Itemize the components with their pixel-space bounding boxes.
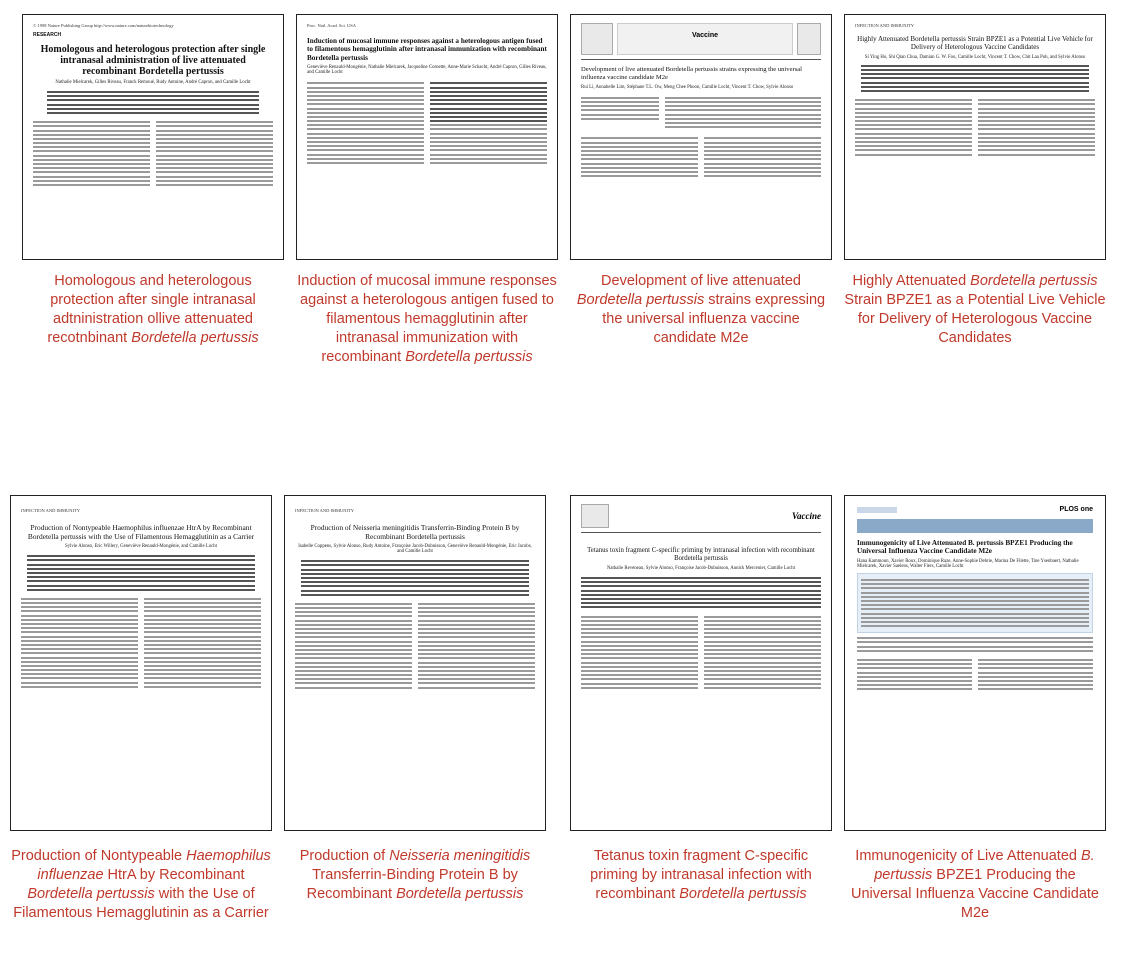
publication-thumbnail[interactable] bbox=[284, 495, 546, 831]
publication-thumbnail[interactable] bbox=[10, 495, 272, 831]
publication-caption[interactable]: Homologous and heterologous protection after single intranasal adtninistration ollive attenuated recotnbinant Bordetella pertussis bbox=[47, 273, 259, 346]
publication-thumbnail[interactable] bbox=[570, 495, 832, 831]
page-authors: Sylvie Alonso, Eric Willery, Geneviève Renauld-Mongénie, and Camille Locht bbox=[65, 544, 217, 550]
page-header: Proc. Natl. Acad. Sci. USA bbox=[307, 23, 356, 28]
publication-caption[interactable]: Development of live attenuated Bordetella pertussis strains expressing the universal influenza vaccine candidate M2e bbox=[576, 273, 826, 346]
page-title: Immunogenicity of Live Attenuated B. pertussis BPZE1 Producing the Universal Influenza Vaccine Candidate M2e bbox=[857, 539, 1073, 556]
page-title: Production of Nontypeable Haemophilus influenzae HtrA by Recombinant Bordetella pertussis with the Use of Filamentous Hemagglutinin as a Carrier bbox=[27, 523, 255, 541]
page-authors: Nathalie Mielcarek, Gilles Riveau, Franck Remoué, Rudy Antoine, André Capron, and Camille Locht bbox=[55, 80, 251, 85]
open-access-icon bbox=[857, 507, 897, 513]
page-authors: Isabelle Coppens, Sylvie Alonso, Rudy Antoine, Françoise Jacob-Dubuisson, Geneviève Renauld-Mongénie, Eric Jacobs, and Camille Locht bbox=[298, 544, 532, 555]
page-authors: Hana Kammoun, Xavier Roux, Dominique Raze, Anne-Sophie Debrie, Marina De Filette, Tine Ysenbaert, Nathalie Mielcarek, Xavier Saelens, Walter Fiers, Camille Locht bbox=[857, 558, 1079, 569]
elsevier-logo-icon bbox=[581, 504, 609, 528]
page-title: Induction of mucosal immune responses against a heterologous antigen fused to filamentous hemagglutinin after intranasal immunization with recombinant Bordetella pertussis bbox=[307, 37, 547, 62]
publication-caption[interactable]: Immunogenicity of Live Attenuated B. pertussis BPZE1 Producing the Universal Influenza Vaccine Candidate M2e bbox=[851, 848, 1099, 921]
page-authors: Nathalie Reveneau, Sylvie Alonso, Françoise Jacob-Dubuisson, Annick Mercenier, Camille Locht bbox=[606, 566, 796, 571]
page-authors: Geneviève Renauld-Mongénie, Nathalie Mielcarek, Jacqueline Cornette, Anne-Marie Schacht, André Capron, Gilles Riveau, and Camille Locht bbox=[307, 65, 547, 76]
page-header: © 1998 Nature Publishing Group http://www.nature.com/naturebiotechnology bbox=[33, 23, 174, 28]
page-title: Tetanus toxin fragment C-specific priming by intranasal infection with recombinant Bordetella pertussis bbox=[587, 547, 815, 562]
page-title: Highly Attenuated Bordetella pertussis Strain BPZE1 as a Potential Live Vehicle for Delivery of Heterologous Vaccine Candidates bbox=[857, 35, 1093, 52]
publication-caption[interactable]: Highly Attenuated Bordetella pertussis Strain BPZE1 as a Potential Live Vehicle for Delivery of Heterologous Vaccine Candidates bbox=[844, 273, 1106, 346]
publication-caption[interactable]: Induction of mucosal immune responses against a heterologous antigen fused to filamentous hemagglutinin after intranasal immunization with recombinant Bordetella pertussis bbox=[297, 273, 557, 365]
page-header: Vaccine bbox=[691, 32, 719, 39]
page-title: Homologous and heterologous protection after single intranasal administration of live attenuated recombinant Bordetella pertussis bbox=[40, 44, 266, 77]
publication-caption[interactable]: Production of Neisseria meningitidis Transferrin-Binding Protein B by Recombinant Bordetella pertussis bbox=[299, 848, 531, 902]
page-title: Development of live attenuated Bordetella pertussis strains expressing the universal influenza vaccine candidate M2e bbox=[581, 66, 803, 81]
journal-cover-icon bbox=[797, 23, 821, 55]
page-header: INFECTION AND IMMUNITY bbox=[295, 508, 354, 513]
publication-thumbnail[interactable] bbox=[296, 14, 558, 260]
page-authors: Rui Li, Annabelle Lim, Stéphane T.L. Ow, Meng Chee Phoon, Camille Locht, Vincent T. Chow, Sylvie Alonso bbox=[581, 84, 794, 90]
page-header: PLOS one bbox=[1059, 506, 1093, 513]
page-header: INFECTION AND IMMUNITY bbox=[855, 23, 914, 28]
publication-thumbnail[interactable]: © 1998 Nature Publishing Group http://www.nature.com/naturebiotechnology RESEARCH Homologous and heterologous protection after single intranasal administration of live attenuated recombinant Bordetella pertussis Nathalie Mielcarek, Gilles Riveau, Franck Remoué, Rudy Antoine, André Capron, and Camille Locht bbox=[22, 14, 284, 260]
publication-caption[interactable]: Production of Nontypeable Haemophilus influenzae HtrA by Recombinant Bordetella pertussis with the Use of Filamentous Hemagglutinin as a Carrier bbox=[11, 848, 271, 921]
publication-thumbnail[interactable] bbox=[844, 495, 1106, 831]
elsevier-logo-icon bbox=[581, 23, 613, 55]
page-authors: Si Ying Ho, Shi Qian Chua, Damian G. W. Foo, Camille Locht, Vincent T. Chow, Chit Laa Poh, and Sylvie Alonso bbox=[864, 54, 1086, 60]
publication-thumbnail[interactable] bbox=[570, 14, 832, 260]
page-title: Production of Neisseria meningitidis Transferrin-Binding Protein B by Recombinant Bordetella pertussis bbox=[310, 523, 520, 541]
publication-caption[interactable]: Tetanus toxin fragment C-specific priming by intranasal infection with recombinant Bordetella pertussis bbox=[590, 848, 812, 902]
page-header: Vaccine bbox=[792, 511, 821, 521]
publication-thumbnail[interactable] bbox=[844, 14, 1106, 260]
page-header: INFECTION AND IMMUNITY bbox=[21, 508, 80, 513]
